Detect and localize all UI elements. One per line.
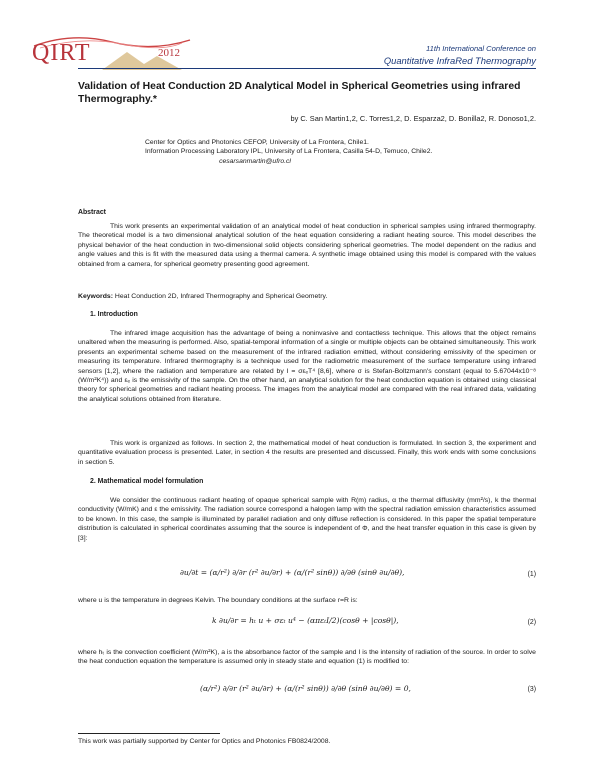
affiliations bbox=[145, 138, 525, 166]
equation-1: ∂u/∂t = (α/r²) ∂/∂r (r² ∂u/∂r) + (α/(r² sinθ)) ∂/∂θ (sinθ ∂u/∂θ), bbox=[180, 568, 405, 577]
equation-2: k ∂u/∂r = hₜ u + σεₜ u⁴ − (απεₜI/2)(cosθ + |cosθ|), bbox=[212, 616, 399, 625]
conference-name: Quantitative InfraRed Thermography bbox=[383, 55, 536, 66]
header-rule bbox=[78, 68, 536, 69]
section-1-paragraph-2: This work is organized as follows. In section 2, the mathematical model of heat conduction is formulated. In section 3, the experiment and quantitative evaluation process is presented. Later, in section 4 the results are presented and discussed. Finally, this work ends with some conclusions in section 5. bbox=[78, 440, 536, 466]
section-1-heading: 1. Introduction bbox=[90, 311, 138, 318]
keywords-label: Keywords: bbox=[78, 293, 113, 300]
equation-2-number: (2) bbox=[527, 619, 536, 626]
email: cesarsanmartin@ufro.cl bbox=[219, 157, 291, 165]
section-1-paragraph-1: The infrared image acquisition has the advantage of being a noninvasive and contactless technique. This allows that the object remains unaltered when the measuring is performed. Also, spatial-temporal information of a single or multiple objects can be obtained simultaneously. This work presents an experimental scheme based on the measurement of the infrared radiation emitted, without considering emissivity of the specimen or measuring its temperature. Infrared thermography is a technique used for the radiometric measurement of the surface temperature using infrared sensors [1,2], where the radiation and temperature are related by I = σεₑT⁴ [8,6], where σ is Stefan-Boltzmann's constant (equal to 5.67044x10⁻⁸ (W/m²K⁴)) and εₑ is the emissivity of the sample. On the other hand, an analytical solution for the heat conduction equation is obtained using classical theory for spherical geometries and radiant heating process. The images from the analytical model are compared with the real infrared data, validating the analytical solutions obtained from literature. bbox=[78, 330, 536, 403]
keywords bbox=[78, 292, 536, 301]
paper-title: Validation of Heat Conduction 2D Analytical Model in Spherical Geometries using infrared Thermography.* bbox=[78, 81, 521, 105]
section-2-paragraph-3: where hₜ is the convection coefficient (W/m²K), a is the absorbance factor of the sample and I is the intensity of radiation of the source. In order to solve the heat conduction equation the temperature is assumed only in steady state and equation (1) is modified to: bbox=[78, 649, 536, 666]
abstract-text: This work presents an experimental validation of an analytical model of heat conduction in spherical samples using infrared thermography. The theoretical model is a two dimensional analytical solution of the heat equation considering a radiant heating source. This model describes the physical behavior of the heat conduction in two-dimensional solid objects considering spherical geometries. The model dependent on the radius and angle values and this is fit with the measured data using a thermal camera. A synthetic image obtained using this model is compared with the values obtained from a camera, for spherical geometry presenting good agreement. bbox=[78, 223, 536, 268]
conference-edition: 11th International Conference on bbox=[425, 44, 536, 53]
logo-text: QIRT bbox=[32, 40, 91, 66]
footnote-rule bbox=[78, 733, 220, 734]
equation-3: (α/r²) ∂/∂r (r² ∂u/∂r) + (α/(r² sinθ)) ∂/∂θ (sinθ ∂u/∂θ) = 0, bbox=[200, 684, 411, 693]
authors: by C. San Martin1,2, C. Torres1,2, D. Esparza2, D. Bonilla2, R. Donoso1,2. bbox=[290, 114, 536, 123]
section-2-paragraph-1: We consider the continuous radiant heating of opaque spherical sample with R(m) radius, α the thermal diffusivity (mm²/s), k the thermal conductivity (W/mK) and ε the emissivity. The radiation source correspond a halogen lamp with the spectral radiation emission characteristics assumed to be known. In this case, the sample is illuminated by parallel radiation and only diffuse reflection is considered. In this paper the spatial temperature distribution is calculated in spherical coordinates assuming that the source is independent of Φ, and the heat transfer equation in this case is given by [3]: bbox=[78, 497, 536, 542]
section-2-heading: 2. Mathematical model formulation bbox=[90, 478, 204, 485]
abstract-heading: Abstract bbox=[78, 209, 106, 216]
equation-3-number: (3) bbox=[527, 686, 536, 693]
footnote: This work was partially supported by Center for Optics and Photonics FB0824/2008. bbox=[78, 738, 331, 745]
affiliation-2: Information Processing Laboratory IPL, University of La Frontera, Casilla 54-D, Temuco, Chile2. bbox=[145, 148, 433, 156]
affiliation-1: Center for Optics and Photonics CEFOP, University of La Frontera, Chile1. bbox=[145, 139, 369, 146]
keywords-text: Heat Conduction 2D, Infrared Thermography and Spherical Geometry. bbox=[114, 293, 328, 300]
equation-1-number: (1) bbox=[527, 571, 536, 578]
logo-year: 2012 bbox=[158, 47, 180, 59]
section-2-paragraph-2: where u is the temperature in degrees Kelvin. The boundary conditions at the surface r=R is: bbox=[78, 597, 358, 604]
